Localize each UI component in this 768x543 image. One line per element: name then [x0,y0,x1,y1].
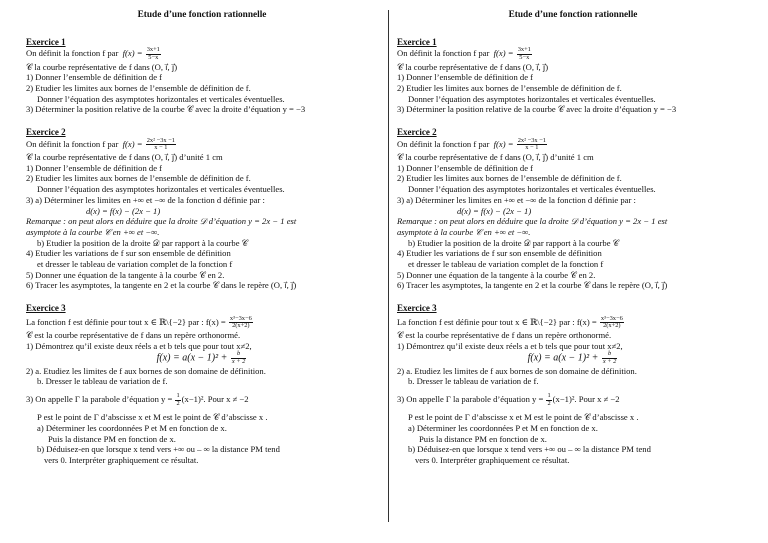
ex3-q1: 1) Démontrez qu’il existe deux réels a et b tels que pour tout x≠2, [26,340,252,351]
ex2-curve: 𝒞 la courbe représentative de f dans (O, i⃗, j⃗) d’unité 1 cm [397,152,594,162]
ex3-qb: b) Déduisez-en que lorsque x tend vers +∞ ou – ∞ la distance PM tend [408,444,651,455]
ex1-q2b: Donner l’équation des asymptotes horizontales et verticales éventuelles. [408,93,656,104]
ex2-remark-line1: Remarque : on peut alors en déduire que la droite 𝒟 d’équation y = 2x − 1 est [397,216,668,227]
fraction: $\frac{b}{x + 2}$ [231,350,246,366]
ex2-definition: On définit la fonction f par f(x) = $\frac{\text{2x² −3x −1}}{x - 1}$ [397,136,546,152]
ex2-q2: 2) Etudier les limites aux bornes de l’ensemble de définition de f. [26,173,251,184]
exercise-3-title: Exercice 3 [26,303,66,314]
fraction: $\frac{\text{2x² −3x −1}}{x - 1}$ [517,136,546,152]
ex1-q2: 2) Etudier les limites aux bornes de l’ensemble de définition de f. [26,83,251,93]
ex1-q2b: Donner l’équation des asymptotes horizontales et verticales éventuelles. [37,93,285,104]
ex2-q6: 6) Tracer les asymptotes, la tangente en 2 et la courbe 𝒞 dans le repère (O, i⃗, j⃗) [397,280,668,291]
ex1-curve: 𝒞 la courbe représentative de f dans (O, i⃗, j⃗) [397,61,549,72]
ex3-qb2: vers 0. Interpréter graphiquement ce résultat. [44,455,199,466]
ex1-curve: 𝒞 la courbe représentative de f dans (O, i⃗, j⃗) [26,61,178,72]
ex1-definition: On définit la fonction f par f(x) = $\frac{3x+1}{5-x}$ [26,46,160,61]
ex2-remark-line2: asymptote à la courbe 𝒞 en +∞ et −∞. [26,226,160,237]
ex2-remark-line2: asymptote à la courbe 𝒞 en +∞ et −∞. [397,226,531,237]
exercise-1-title: Exercice 1 [397,36,437,47]
ex2-q4b: et dresser le tableau de variation complet de la fonction f [37,259,233,270]
ex2-q4: 4) Etudier les variations de f sur son ensemble de définition [26,248,231,259]
ex3-q3: 3) On appelle Γ la parabole d’équation y = $\frac{1}{2}$ (x−1)². Pour x ≠ −2 [26,392,249,407]
ex3-curve: 𝒞 est la courbe représentative de f dans un repère orthonormé. [26,330,241,341]
ex2-q3a-equation: d(x) = f(x) − (2x − 1) [86,205,161,216]
ex2-q3b: b) Etudier la position de la droite 𝒟 par rapport à la courbe 𝒞 [408,237,619,248]
ex2-curve: 𝒞 la courbe représentative de f dans (O, i⃗, j⃗) d’unité 1 cm [26,152,223,162]
ex3-p-line: P est le point de Γ d’abscisse x et M est le point de 𝒞 d’abscisse x . [37,412,268,423]
exercise-1-title: Exercice 1 [26,36,66,47]
ex1-q2: 2) Etudier les limites aux bornes de l’ensemble de définition de f. [397,83,622,93]
page-title: Etude d’une fonction rationnelle [137,10,267,20]
ex2-definition: On définit la fonction f par f(x) = $\frac{\text{2x² −3x −1}}{x - 1}$ [26,136,175,152]
ex3-qa2: Puis la distance PM en fonction de x. [48,433,176,444]
ex2-q1: 1) Donner l’ensemble de définition de f [26,162,163,173]
fraction: $\frac{1}{2}$ [176,392,180,407]
ex3-qa: a) Déterminer les coordonnées P et M en fonction de x. [408,422,598,433]
ex2-q2b: Donner l’équation des asymptotes horizontales et verticales éventuelles. [408,184,656,195]
ex3-qb: b) Déduisez-en que lorsque x tend vers +∞ ou – ∞ la distance PM tend [37,444,280,455]
fraction: $\frac{1}{2}$ [547,392,551,407]
ex3-definition: La fonction f est définie pour tout x ∈ ℝ\{−2} par : f(x) = $\frac{\text{x³−3x−6}}{2(x+2)}$ [26,314,252,330]
ex2-q5: 5) Donner une équation de la tangente à la courbe 𝒞 en 2. [26,269,225,280]
ex2-q3b: b) Etudier la position de la droite 𝒟 par rapport à la courbe 𝒞 [37,237,248,248]
ex3-p-line: P est le point de Γ d’abscisse x et M est le point de 𝒞 d’abscisse x . [408,412,639,423]
ex2-q6: 6) Tracer les asymptotes, la tangente en 2 et la courbe 𝒞 dans le repère (O, i⃗, j⃗) [26,280,297,291]
page-title: Etude d’une fonction rationnelle [508,10,638,20]
ex3-q2a: 2) a. Etudiez les limites de f aux bornes de son domaine de définition. [397,365,637,376]
ex1-definition: On définit la fonction f par f(x) = $\frac{3x+1}{5-x}$ [397,46,531,61]
column-right [397,8,749,466]
exercise-2-title: Exercice 2 [26,127,66,138]
fraction: $\frac{\text{x³−3x−6}}{2(x+2)}$ [600,314,623,330]
ex3-q2a: 2) a. Etudiez les limites de f aux bornes de son domaine de définition. [26,365,266,376]
fraction: $\frac{3x+1}{5-x}$ [146,46,160,61]
ex3-q2b: b. Dresser le tableau de variation de f. [408,376,539,387]
exercise-2-title: Exercice 2 [397,127,437,138]
ex3-definition: La fonction f est définie pour tout x ∈ ℝ\{−2} par : f(x) = $\frac{\text{x³−3x−6}}{2(x+2)}$ [397,314,623,330]
column-left [26,8,378,466]
ex2-q2: 2) Etudier les limites aux bornes de l’ensemble de définition de f. [397,173,622,184]
ex3-q2b: b. Dresser le tableau de variation de f. [37,376,168,387]
ex3-q3: 3) On appelle Γ la parabole d’équation y = $\frac{1}{2}$ (x−1)². Pour x ≠ −2 [397,392,620,407]
ex3-equation: f(x) = a(x − 1)² + $\frac{b}{x + 2}$ [527,350,617,366]
fraction: $\frac{\text{x³−3x−6}}{2(x+2)}$ [229,314,252,330]
ex2-q2b: Donner l’équation des asymptotes horizontales et verticales éventuelles. [37,184,285,195]
ex1-q1: 1) Donner l’ensemble de définition de f [26,72,163,83]
ex3-equation: f(x) = a(x − 1)² + $\frac{b}{x + 2}$ [156,350,246,366]
ex1-q3: 3) Déterminer la position relative de la courbe 𝒞 avec la droite d’équation y = −3 [26,104,306,115]
ex2-q1: 1) Donner l’ensemble de définition de f [397,162,534,173]
ex3-qa2: Puis la distance PM en fonction de x. [419,433,547,444]
fraction: $\frac{b}{x + 2}$ [602,350,617,366]
ex2-q4: 4) Etudier les variations de f sur son ensemble de définition [397,248,602,259]
ex2-q4b: et dresser le tableau de variation complet de la fonction f [408,259,604,270]
ex1-q3: 3) Déterminer la position relative de la courbe 𝒞 avec la droite d’équation y = −3 [397,104,677,115]
ex2-q3a: 3) a) Déterminer les limites en +∞ et −∞ de la fonction d définie par : [26,194,265,205]
ex2-q5: 5) Donner une équation de la tangente à la courbe 𝒞 en 2. [397,269,596,280]
ex2-remark-line1: Remarque : on peut alors en déduire que la droite 𝒟 d’équation y = 2x − 1 est [26,216,297,227]
exercise-3-title: Exercice 3 [397,303,437,314]
ex3-qb2: vers 0. Interpréter graphiquement ce résultat. [415,455,570,466]
ex3-curve: 𝒞 est la courbe représentative de f dans un repère orthonormé. [397,330,612,341]
ex2-q3a-equation: d(x) = f(x) − (2x − 1) [457,205,532,216]
ex3-q1: 1) Démontrez qu’il existe deux réels a et b tels que pour tout x≠2, [397,340,623,351]
ex3-qa: a) Déterminer les coordonnées P et M en fonction de x. [37,422,227,433]
fraction: $\frac{\text{2x² −3x −1}}{x - 1}$ [146,136,175,152]
ex1-q1: 1) Donner l’ensemble de définition de f [397,72,534,83]
column-divider [388,10,389,522]
ex2-q3a: 3) a) Déterminer les limites en +∞ et −∞ de la fonction d définie par : [397,194,636,205]
fraction: $\frac{3x+1}{5-x}$ [517,46,531,61]
